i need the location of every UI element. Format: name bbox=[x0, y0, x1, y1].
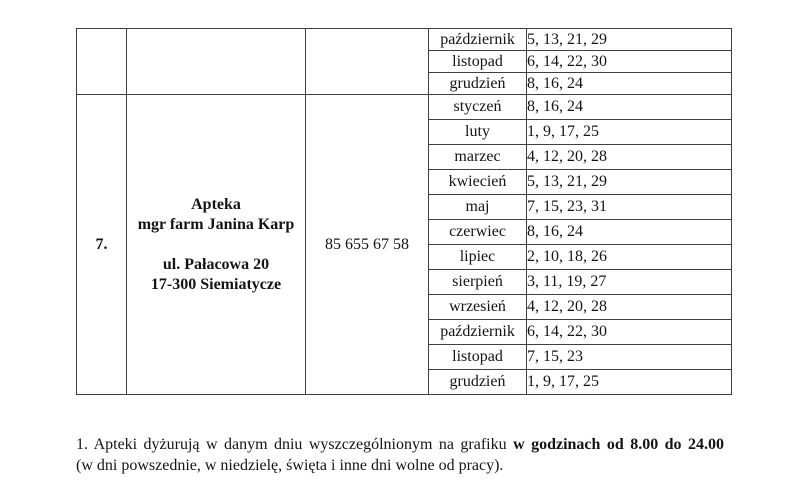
days-cell: 1, 9, 17, 25 bbox=[527, 120, 732, 145]
days-cell: 7, 15, 23, 31 bbox=[527, 195, 732, 220]
name-address-spacer bbox=[127, 235, 305, 255]
days-cell: 6, 14, 22, 30 bbox=[527, 51, 732, 73]
footnote-line-1 bbox=[76, 434, 724, 455]
footnote bbox=[76, 434, 724, 476]
footnote-line-2: (w dni powszednie, w niedzielę, święta i inne dni wolne od pracy). bbox=[76, 457, 504, 474]
days-cell: 2, 10, 18, 26 bbox=[527, 245, 732, 270]
month-cell: kwiecień bbox=[429, 170, 527, 195]
days-cell: 5, 13, 21, 29 bbox=[527, 29, 732, 51]
prev-entry-name-cell bbox=[127, 29, 306, 95]
pharmacy-name-line: Apteka bbox=[191, 195, 241, 213]
days-cell: 7, 15, 23 bbox=[527, 345, 732, 370]
entry-number-cell: 7. bbox=[77, 95, 127, 395]
pharmacy-duty-table bbox=[76, 28, 732, 395]
month-cell: październik bbox=[429, 29, 527, 51]
days-cell: 1, 9, 17, 25 bbox=[527, 370, 732, 395]
days-cell: 5, 13, 21, 29 bbox=[527, 170, 732, 195]
month-cell: styczeń bbox=[429, 95, 527, 120]
prev-entry-number-cell bbox=[77, 29, 127, 95]
footnote-regular-text: 1. Apteki dyżurują w danym dniu wyszczególnionym na grafiku bbox=[76, 436, 514, 453]
footnote-bold-text: w godzinach od 8.00 do 24.00 bbox=[513, 436, 725, 453]
month-cell: grudzień bbox=[429, 370, 527, 395]
days-cell: 4, 12, 20, 28 bbox=[527, 145, 732, 170]
days-cell: 4, 12, 20, 28 bbox=[527, 295, 732, 320]
prev-entry-phone-cell bbox=[306, 29, 429, 95]
city-address-line: 17-300 Siemiatycze bbox=[150, 275, 282, 293]
month-cell: marzec bbox=[429, 145, 527, 170]
month-cell: maj bbox=[429, 195, 527, 220]
month-cell: luty bbox=[429, 120, 527, 145]
month-cell: listopad bbox=[429, 345, 527, 370]
month-cell: lipiec bbox=[429, 245, 527, 270]
entry-phone-cell: 85 655 67 58 bbox=[306, 95, 429, 395]
month-cell: czerwiec bbox=[429, 220, 527, 245]
table-row bbox=[77, 95, 732, 120]
days-cell: 8, 16, 24 bbox=[527, 73, 732, 95]
days-cell: 3, 11, 19, 27 bbox=[527, 270, 732, 295]
days-cell: 8, 16, 24 bbox=[527, 220, 732, 245]
month-cell: wrzesień bbox=[429, 295, 527, 320]
month-cell: sierpień bbox=[429, 270, 527, 295]
month-cell: listopad bbox=[429, 51, 527, 73]
days-cell: 6, 14, 22, 30 bbox=[527, 320, 732, 345]
month-cell: październik bbox=[429, 320, 527, 345]
month-cell: grudzień bbox=[429, 73, 527, 95]
entry-name-cell bbox=[127, 95, 306, 395]
days-cell: 8, 16, 24 bbox=[527, 95, 732, 120]
table-row bbox=[77, 29, 732, 51]
street-address-line: ul. Pałacowa 20 bbox=[162, 255, 270, 273]
pharmacist-name-line: mgr farm Janina Karp bbox=[137, 215, 295, 233]
